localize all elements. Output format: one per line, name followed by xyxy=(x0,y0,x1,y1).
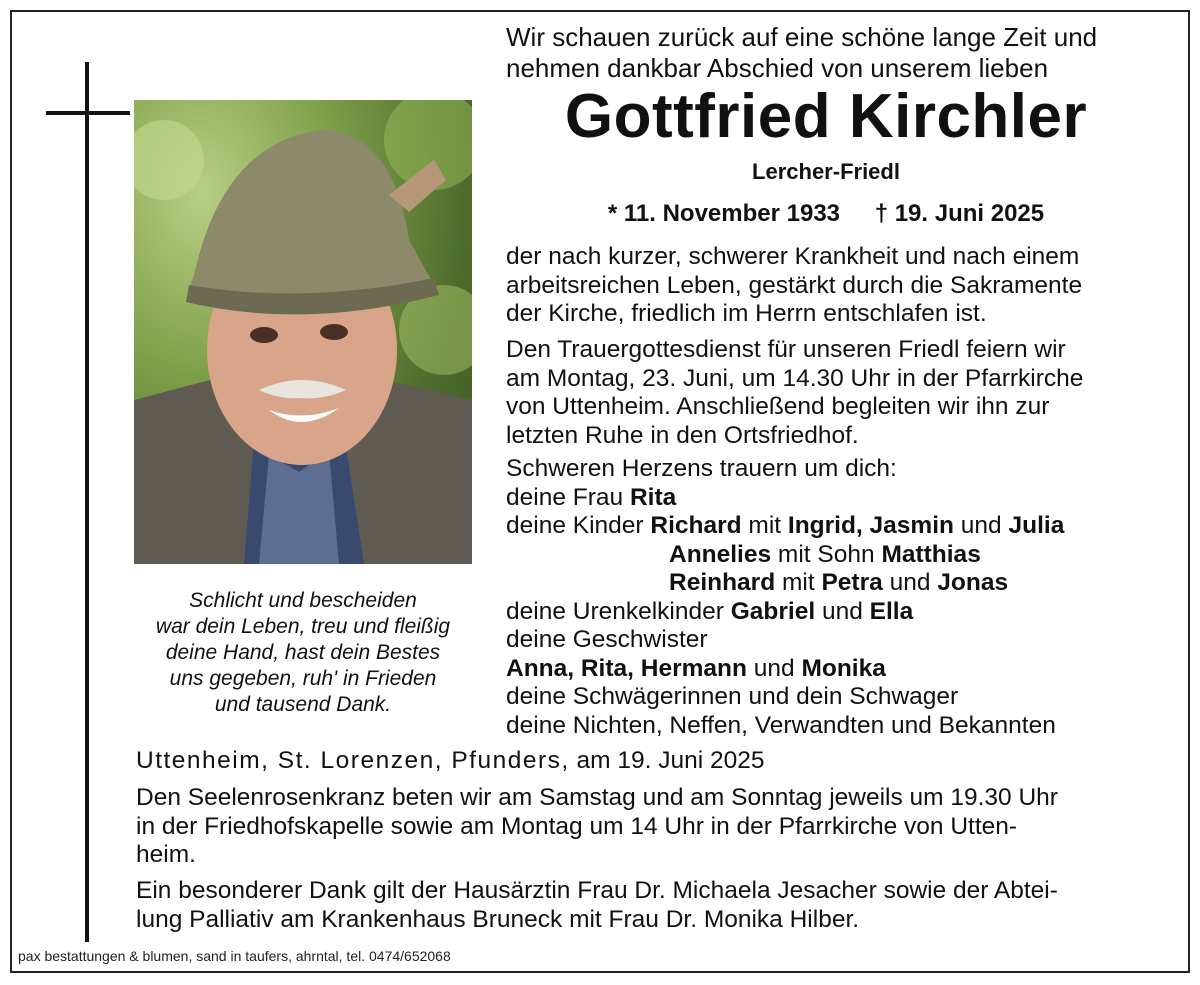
mourners-heading: Schweren Herzens trauern um dich: xyxy=(506,455,897,482)
text-line: Ein besonderer Dank gilt der Hausärztin Frau Dr. Michaela Jesacher sowie der Abtei- xyxy=(136,877,1058,904)
notice-date: am 19. Juni 2025 xyxy=(569,747,765,774)
text-line: am Montag, 23. Juni, um 14.30 Uhr in der Pfarrkirche xyxy=(506,364,1084,392)
cross-icon xyxy=(85,62,89,942)
deceased-nickname: Lercher-Friedl xyxy=(752,159,900,184)
text-line: heim. xyxy=(136,841,196,868)
thanks-text xyxy=(136,877,1176,934)
mourner-kid-3: Reinhard mit Petra und Jonas xyxy=(669,569,1009,596)
rosary-text xyxy=(136,784,1176,870)
mourner-kid-2: Annelies mit Sohn Matthias xyxy=(669,540,981,568)
mourner-kid-1: deine Kinder Richard mit Ingrid, Jasmin und Julia xyxy=(506,512,1065,539)
poem-line: Schlicht und bescheiden xyxy=(189,589,417,612)
mourner-siblings: Anna, Rita, Hermann und Monika xyxy=(506,654,886,682)
text-line: letzten Ruhe in den Ortsfriedhof. xyxy=(506,421,859,449)
cross-icon-bar xyxy=(46,111,130,115)
text-line: in der Friedhofskapelle sowie am Montag um 14 Uhr in der Pfarrkirche von Utten- xyxy=(136,812,1018,840)
life-dates xyxy=(506,198,1146,230)
text-line: Den Trauergottesdienst für unseren Friedl feiern wir xyxy=(506,336,1066,363)
mourner-wife: deine Frau Rita xyxy=(506,483,677,511)
poem xyxy=(134,588,472,718)
text-line: lung Palliativ am Krankenhaus Bruneck mit Frau Dr. Monika Hilber. xyxy=(136,905,860,933)
intro-text xyxy=(506,22,1166,84)
passing-text xyxy=(506,243,1166,329)
text-line: Den Seelenrosenkranz beten wir am Samstag und am Sonntag jeweils um 19.30 Uhr xyxy=(136,784,1058,811)
mourner-great-grandchildren: deine Urenkelkinder Gabriel und Ella xyxy=(506,597,914,625)
place-date-line xyxy=(136,746,1176,776)
poem-line: war dein Leben, treu und fleißig xyxy=(155,615,451,638)
text-line: der Kirche, friedlich im Herrn entschlafen ist. xyxy=(506,300,987,327)
mourners-list xyxy=(506,455,1166,740)
death-date: † 19. Juni 2025 xyxy=(874,200,1045,227)
intro-line: Wir schauen zurück auf eine schöne lange Zeit und xyxy=(506,22,1098,52)
portrait-photo xyxy=(134,100,472,564)
locations: Uttenheim, St. Lorenzen, Pfunders, xyxy=(136,747,570,774)
intro-line: nehmen dankbar Abschied von unserem lieben xyxy=(506,53,1049,83)
service-text xyxy=(506,336,1166,450)
poem-line: uns gegeben, ruh' in Frieden xyxy=(169,667,437,690)
text-line: von Uttenheim. Anschließend begleiten wir ihn zur xyxy=(506,393,1050,420)
poem-line: deine Hand, hast dein Bestes xyxy=(165,641,441,664)
mourner-inlaws: deine Schwägerinnen und dein Schwager xyxy=(506,683,959,710)
text-line: arbeitsreichen Leben, gestärkt durch die Sakramente xyxy=(506,271,1083,299)
portrait-illustration xyxy=(134,100,472,564)
deceased-name: Gottfried Kirchler xyxy=(564,82,1088,151)
birth-date: * 11. November 1933 xyxy=(607,200,841,227)
text-line: der nach kurzer, schwerer Krankheit und nach einem xyxy=(506,243,1080,270)
mourner-relatives: deine Nichten, Neffen, Verwandten und Bekannten xyxy=(506,711,1056,739)
footer-funeral-home: pax bestattungen & blumen, sand in taufers, ahrntal, tel. 0474/652068 xyxy=(18,948,451,964)
mourner-siblings-label: deine Geschwister xyxy=(506,626,708,653)
poem-line: und tausend Dank. xyxy=(214,693,392,716)
